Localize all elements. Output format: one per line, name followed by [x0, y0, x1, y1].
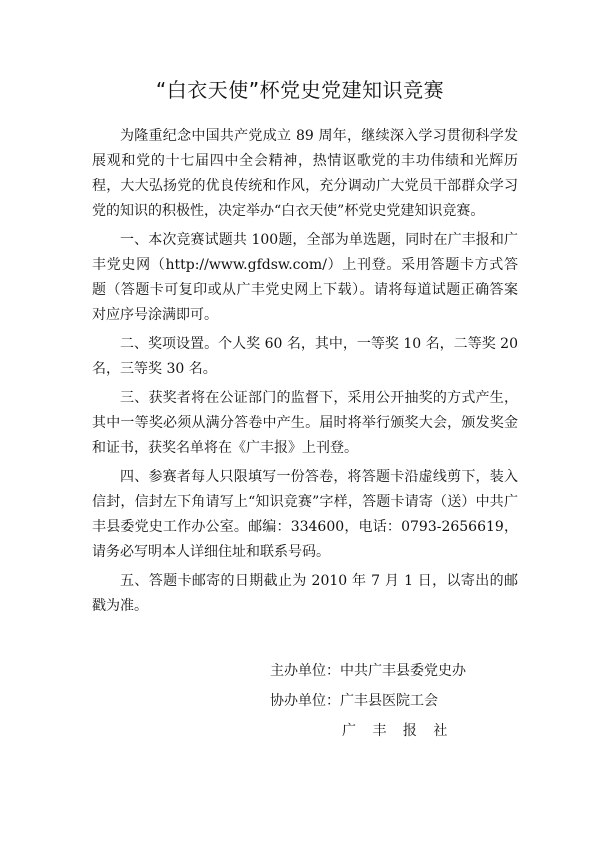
intro-paragraph: 为隆重纪念中国共产党成立 89 周年，继续深入学习贯彻科学发展观和党的十七届四中全会精神，热情讴歌党的丰功伟绩和光辉历程，大大弘扬党的优良传统和作风，充分调动广大党员干部群众学习党的知识的积极性，决定举办“白衣天使”杯党史党建知识竞赛。	[92, 128, 518, 219]
organizers-block	[270, 656, 466, 746]
rule-paragraph-2: 二、奖项设置。个人奖 60 名，其中，一等奖 10 名，二等奖 20 名，三等奖 30 名。	[92, 336, 518, 377]
document-title: “白衣天使”杯党史党建知识竞赛	[155, 78, 445, 102]
rule-paragraph-1: 一、本次竞赛试题共 100题，全部为单选题，同时在广丰报和广丰党史网（http://www.gfdsw.com/）上刊登。采用答题卡方式答题（答题卡可复印或从广丰党史网上下载）。请将每道试题正确答案对应序号涂满即可。	[92, 232, 518, 323]
rule-paragraph-3: 三、获奖者将在公证部门的监督下，采用公开抽奖的方式产生，其中一等奖必须从满分答卷中产生。届时将举行颁奖大会，颁发奖金和证书，获奖名单将在《广丰报》上刊登。	[92, 390, 518, 456]
document-body	[92, 124, 518, 623]
rule-paragraph-5: 五、答题卡邮寄的日期截止为 2010 年 7 月 1 日，以寄出的邮戳为准。	[92, 573, 518, 614]
third-organizer: 广 丰 报 社	[342, 723, 454, 739]
host-organizer: 主办单位：中共广丰县委党史办	[270, 663, 466, 679]
cohost-organizer: 协办单位：广丰县医院工会	[270, 693, 438, 709]
rule-paragraph-4: 四、参赛者每人只限填写一份答卷，将答题卡沿虚线剪下，装入信封，信封左下角请写上“知识竞赛”字样，答题卡请寄（送）中共广丰县委党史工作办公室。邮编：334600，电话：0793-2656619，请务必写明本人详细住址和联系号码。	[92, 469, 518, 560]
